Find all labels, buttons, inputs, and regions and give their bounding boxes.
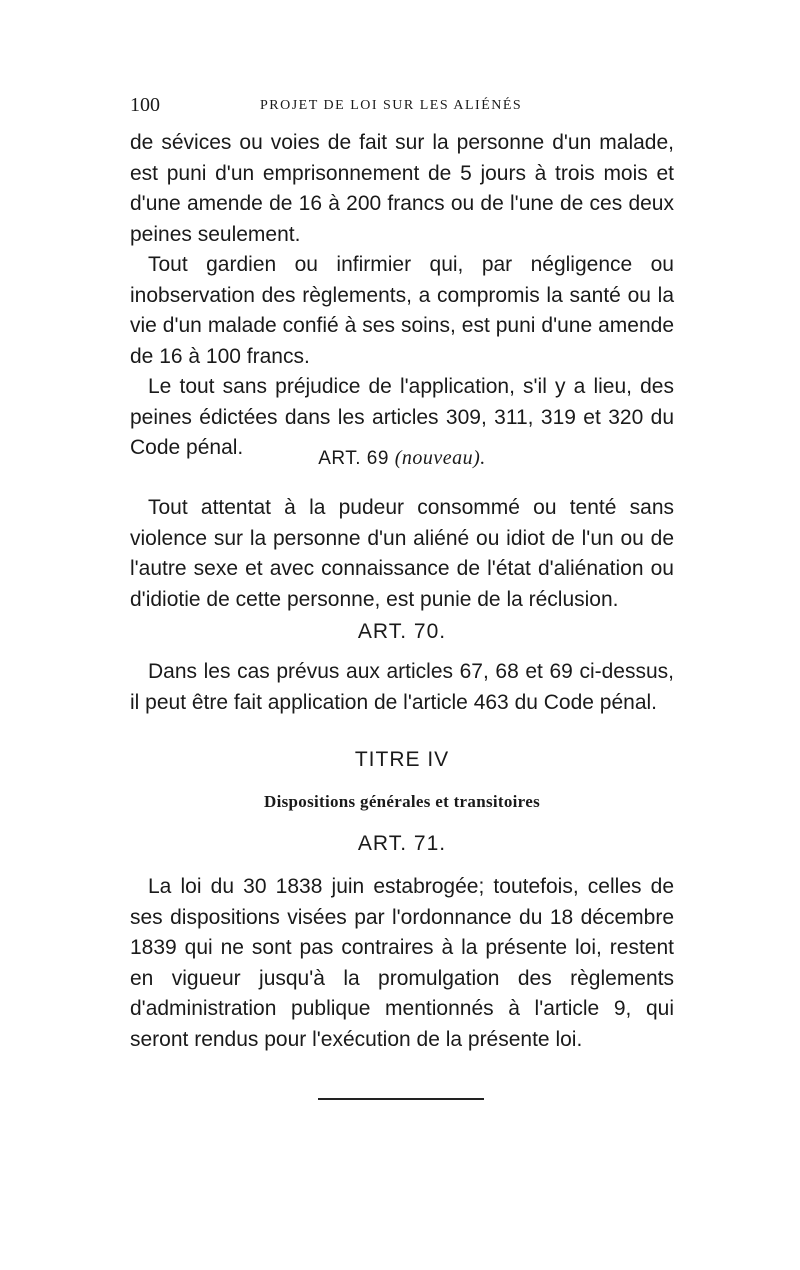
article-69-heading: [130, 447, 674, 470]
page-header: [130, 94, 674, 124]
paragraph-attentat: Tout attentat à la pudeur consommé ou tenté sans violence sur la personne d'un aliéné ou idiot de l'un ou de l'autre sexe et avec connaissance de l'état d'aliénation ou d'idiotie de cette personne, est punie de la réclusion.: [130, 496, 674, 611]
paragraph-sevices: de sévices ou voies de fait sur la personne d'un malade, est puni d'un emprisonnement de 5 jours à trois mois et d'une amende de 16 à 200 francs ou de l'une de ces deux peines seulement.: [130, 131, 674, 246]
article-70-heading: ART. 70.: [357, 620, 447, 643]
page-number: 100: [130, 94, 160, 116]
paragraph-gardien: Tout gardien ou infirmier qui, par négligence ou inobservation des règlements, a compromis la santé ou la vie d'un malade confié à ses soins, est puni d'une amende de 16 à 100 francs.: [130, 253, 674, 368]
article-69-note: (nouveau).: [394, 447, 486, 469]
paragraph-loi-1838: La loi du 30 1838 juin estabrogée; toutefois, celles de ses dispositions visées par l'ordonnance du 18 décembre 1839 qui ne sont pas contraires à la présente loi, restent en vigueur jusqu'à la promulgation des règlements d'administration publique mentionnés à l'article 9, qui seront rendus pour l'exécution de la présente loi.: [130, 875, 674, 1051]
titre-heading: TITRE IV: [354, 748, 450, 771]
end-rule: [318, 1098, 484, 1100]
running-title: PROJET DE LOI SUR LES ALIÉNÉS: [260, 98, 523, 113]
paragraph-prejudice: Le tout sans préjudice de l'application, s'il y a lieu, des peines édictées dans les articles 309, 311, 319 et 320 du Code pénal.: [130, 375, 674, 459]
article-69-label: ART. 69: [318, 448, 389, 469]
titre-subheading: Dispositions générales et transitoires: [264, 792, 540, 811]
paragraph-cas-prevus: Dans les cas prévus aux articles 67, 68 et 69 ci-dessus, il peut être fait application de l'article 463 du Code pénal.: [130, 660, 674, 714]
article-71-heading: ART. 71.: [357, 832, 447, 855]
